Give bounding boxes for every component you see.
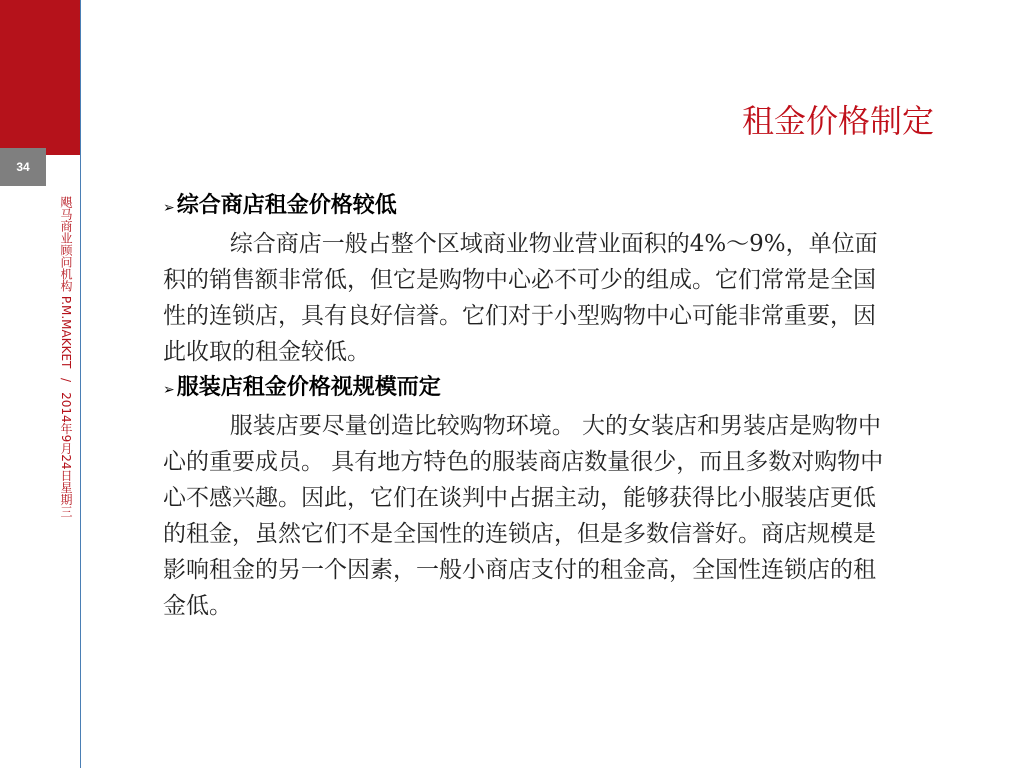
section-heading-text: 服装店租金价格视规模而定 bbox=[176, 375, 441, 400]
section-heading bbox=[163, 188, 893, 226]
arrow-bullet-icon: ➢ bbox=[163, 382, 175, 398]
arrow-bullet-icon: ➢ bbox=[163, 200, 175, 216]
page-number: 34 bbox=[16, 160, 30, 174]
page-number-badge bbox=[0, 148, 46, 186]
red-header-band bbox=[0, 0, 80, 155]
footer-separator: / bbox=[59, 378, 73, 383]
content-body bbox=[163, 188, 893, 624]
footer-date: 2014年9月24日星期三 bbox=[59, 392, 73, 518]
section-heading bbox=[163, 370, 893, 408]
slide-title: 租金价格制定 bbox=[741, 102, 934, 140]
vertical-footer bbox=[44, 196, 72, 666]
footer-org: 飓马商业顾问机构 bbox=[59, 196, 73, 292]
section-paragraph: 服装店要尽量创造比较购物环境。 大的女装店和男装店是购物中心的重要成员。 具有地方特色的服装商店数量很少，而且多数对购物中心不感兴趣。因此，它们在谈判中占据主动，能够获得比小服装店更低的租金，虽然它们不是全国性的连锁店，但是多数信誉好。商店规模是影响租金的另一个因素，一般小商店支付的租金高，全国性连锁店的租金低。 bbox=[163, 413, 884, 619]
vertical-rule bbox=[80, 0, 81, 768]
section-heading-text: 综合商店租金价格较低 bbox=[176, 193, 397, 218]
section-paragraph: 综合商店一般占整个区域商业物业营业面积的4%～9%，单位面积的销售额非常低，但它是购物中心必不可少的组成。它们常常是全国性的连锁店，具有良好信誉。它们对于小型购物中心可能非常重要，因此收取的租金较低。 bbox=[163, 231, 878, 365]
footer-brand: P.M.MAKKET bbox=[59, 295, 73, 373]
